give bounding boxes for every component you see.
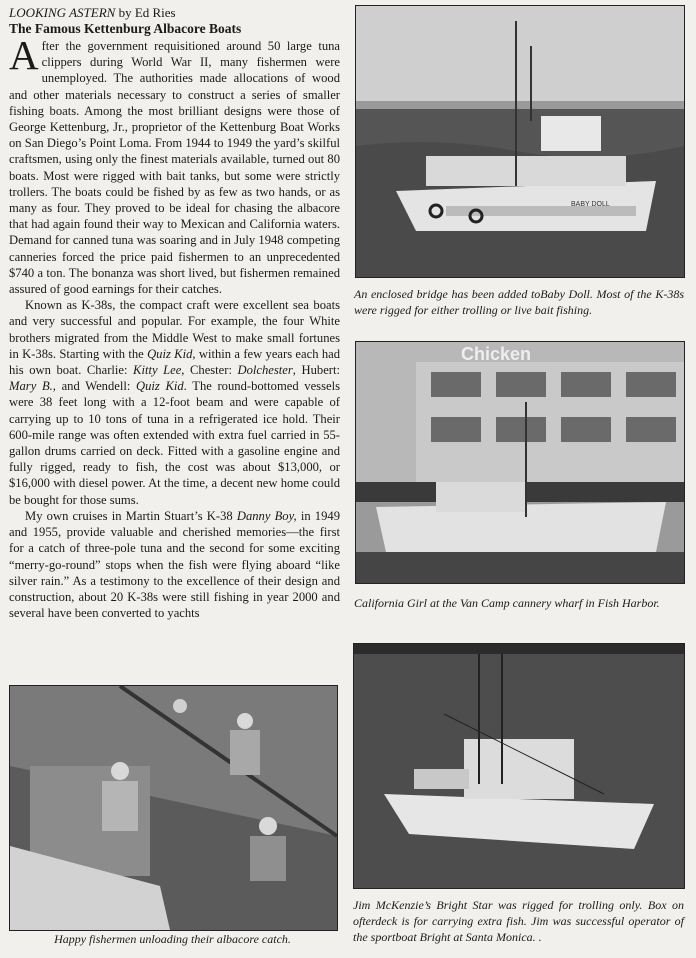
cannery-sign: Chicken xyxy=(461,344,532,364)
boat-name: Dolchester xyxy=(237,363,293,378)
cannery-photo-illustration xyxy=(356,342,684,583)
caption-california-girl: California Girl at the Van Camp cannery wharf in Fish Harbor. xyxy=(354,596,660,610)
paragraph-1-text: fter the government requisitioned around 50 large tuna clippers during World War II, many fishermen were unemployed. The authorities made allocations of wood and other materials necessary to construct a series of smaller fishing boats. Among the most brilliant designs were those of George Kettenburg, Jr., proprietor of the Kettenburg Boat Works on San Diego’s Point Loma. From 1944 to 1949 the yard’s skilful craftsmen, using only the finest materials available, turned out 80 boats. Most were rigged with bait tanks, but some were strictly trollers. The boats could be fished by as few as two hands, or as many as four. They proved to be ideal for chasing the albacore that had again found their way to Mexican and California waters. Demand for canned tuna was soaring and in July 1948 competing canneries forced the price paid fishermen to an unprecedented $740 a ton. The bonanza was short lived, but fishermen remained assured of good earnings for their catches. xyxy=(9,39,340,297)
caption-fishermen: Happy fishermen unloading their albacore catch. xyxy=(54,932,291,946)
column-kicker: LOOKING ASTERN xyxy=(9,5,116,20)
paragraph-1 xyxy=(9,32,340,297)
author: by Ed Ries xyxy=(118,5,176,20)
boat-photo-illustration xyxy=(354,644,684,888)
drop-cap: A xyxy=(9,32,39,78)
boat-photo-illustration xyxy=(356,6,684,277)
boat-name: Danny Boy, xyxy=(236,508,297,523)
caption-bright-star: Jim McKenzie’s Bright Star was rigged for trolling only. Box on ofterdeck is for carrying extra fish. Jim was successful operator of the sportboat Bright at Santa Monica. . xyxy=(353,898,684,944)
byline xyxy=(9,5,340,21)
boat-name: Quiz Kid xyxy=(136,379,184,394)
boat-name: Mary B. xyxy=(9,379,53,394)
article-title: The Famous Kettenburg Albacore Boats xyxy=(9,21,242,36)
photo-california-girl xyxy=(355,341,685,584)
photo-bright-star xyxy=(353,643,685,889)
paragraph-2: Known as K-38s, the compact craft were excellent sea boats and very successful and popular. For example, the four White brothers migrated from the Middle West to make small fortunes in K-38s. Starting with the Quiz Kid, within a few years each had his own boat. Charlie: Kitty Lee, Chester: Dolchester, Hubert: Mary B., and Wendell: Quiz Kid. The round-bottomed vessels were 38 feet long with a 12-foot beam and were capable of carrying up to 10 tons of tuna in a refrigerated ice hold. Their 600-mile range was often extended with extra fuel carried in 55-gallon drums carried on deck. Fitted with a gasoline engine and fully rigged, ready to fish, the cost was about $13,000, or $16,000 with diesel power. At the time, a decent new home could be bought for those sums. xyxy=(9,298,341,507)
paragraph-3: My own cruises in Martin Stuart’s K-38 Danny Boy, in 1949 and 1955, provide valuable and cherished memories—the first for a catch of three-pole tuna and the second for some exciting “merry-go-round” stops when the fish were flying aboard “like silver rain.” As a testimony to the excellence of their design and construction, about 20 K-38s were still fishing in year 2000 and several have been converted to yachts xyxy=(9,508,340,621)
caption-baby-doll: An enclosed bridge has been added toBaby Doll. Most of the K-38s were rigged for either trolling or live bait fishing. xyxy=(354,287,684,317)
article-column xyxy=(9,5,340,621)
photo-fishermen xyxy=(9,685,338,931)
photo-baby-doll xyxy=(355,5,685,278)
hull-name: BABY DOLL xyxy=(571,201,610,208)
boat-name: Kitty Lee xyxy=(133,363,182,378)
fishermen-photo-illustration xyxy=(10,686,337,930)
boat-name: Quiz Kid xyxy=(147,346,193,361)
